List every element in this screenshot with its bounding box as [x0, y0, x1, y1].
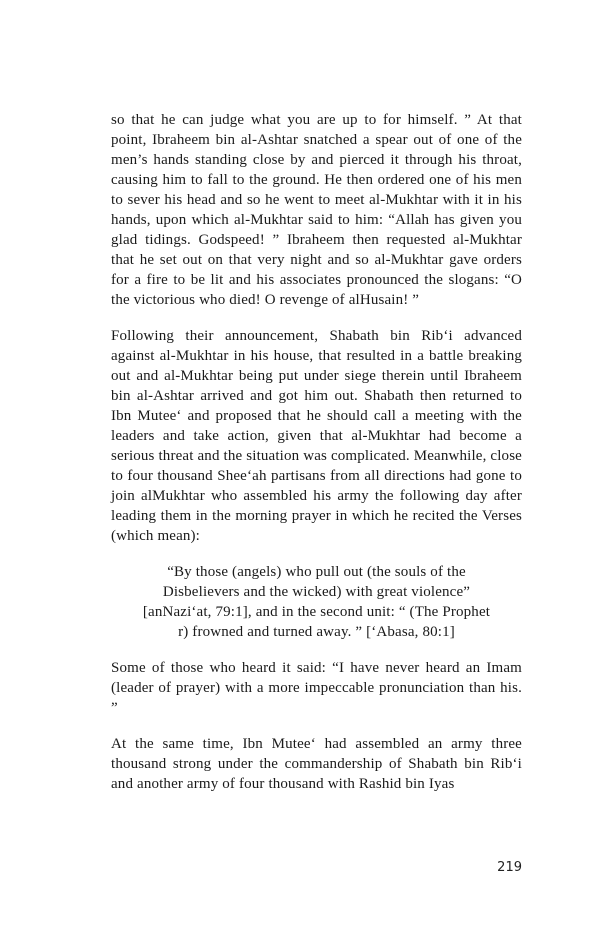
quote-line: Disbelievers and the wicked) with great violence”	[162, 584, 471, 600]
page-number: 219	[497, 860, 522, 875]
paragraph-1: so that he can judge what you are up to for himself. ” At that point, Ibraheem bin al-Ashtar snatched a spear out of one of the men’s hands standing close by and pierced it through his throat, causing him to fall to the ground. He then ordered one of his men to sever his head and so he went to meet al-Mukhtar with it in his hands, upon which al-Mukhtar said to him: “Allah has given you glad tidings. Godspeed! ” Ibraheem then requested al-Mukhtar that he set out on that very night and so al-Mukhtar gave orders for a fire to be lit and his associates pronounced the slogans: “O the victorious who died! O revenge of alHusain! ”	[111, 112, 522, 308]
paragraph-4: At the same time, Ibn Mutee‘ had assembled an army three thousand strong under the commandership of Shabath bin Rib‘i and another army of four thousand with Rashid bin Iyas	[111, 736, 522, 792]
paragraph-2: Following their announcement, Shabath bin Rib‘i advanced against al-Mukhtar in his house, that resulted in a battle breaking out and al-Mukhtar being put under siege therein until Ibraheem bin al-Ashtar arrived and got him out. Shabath then returned to Ibn Mutee‘ and proposed that he should call a meeting with the leaders and take action, given that al-Mukhtar had become a serious threat and the situation was complicated. Meanwhile, close to four thousand Shee‘ah partisans from all directions had gone to join alMukhtar who assembled his army the following day after leading them in the morning prayer in which he recited the Verses (which mean):	[111, 328, 522, 544]
paragraph-3: Some of those who heard it said: “I have never heard an Imam (leader of prayer) with a more impeccable pronunciation than his. ”	[111, 660, 522, 716]
quote-line: [anNazi‘at, 79:1], and in the second unit: “ (The Prophet	[142, 604, 491, 620]
quote-line: r) frowned and turned away. ” [‘Abasa, 80:1]	[178, 624, 455, 640]
quran-quote	[111, 562, 522, 642]
quote-line: “By those (angels) who pull out (the souls of the	[167, 564, 466, 580]
page-body	[111, 110, 522, 810]
